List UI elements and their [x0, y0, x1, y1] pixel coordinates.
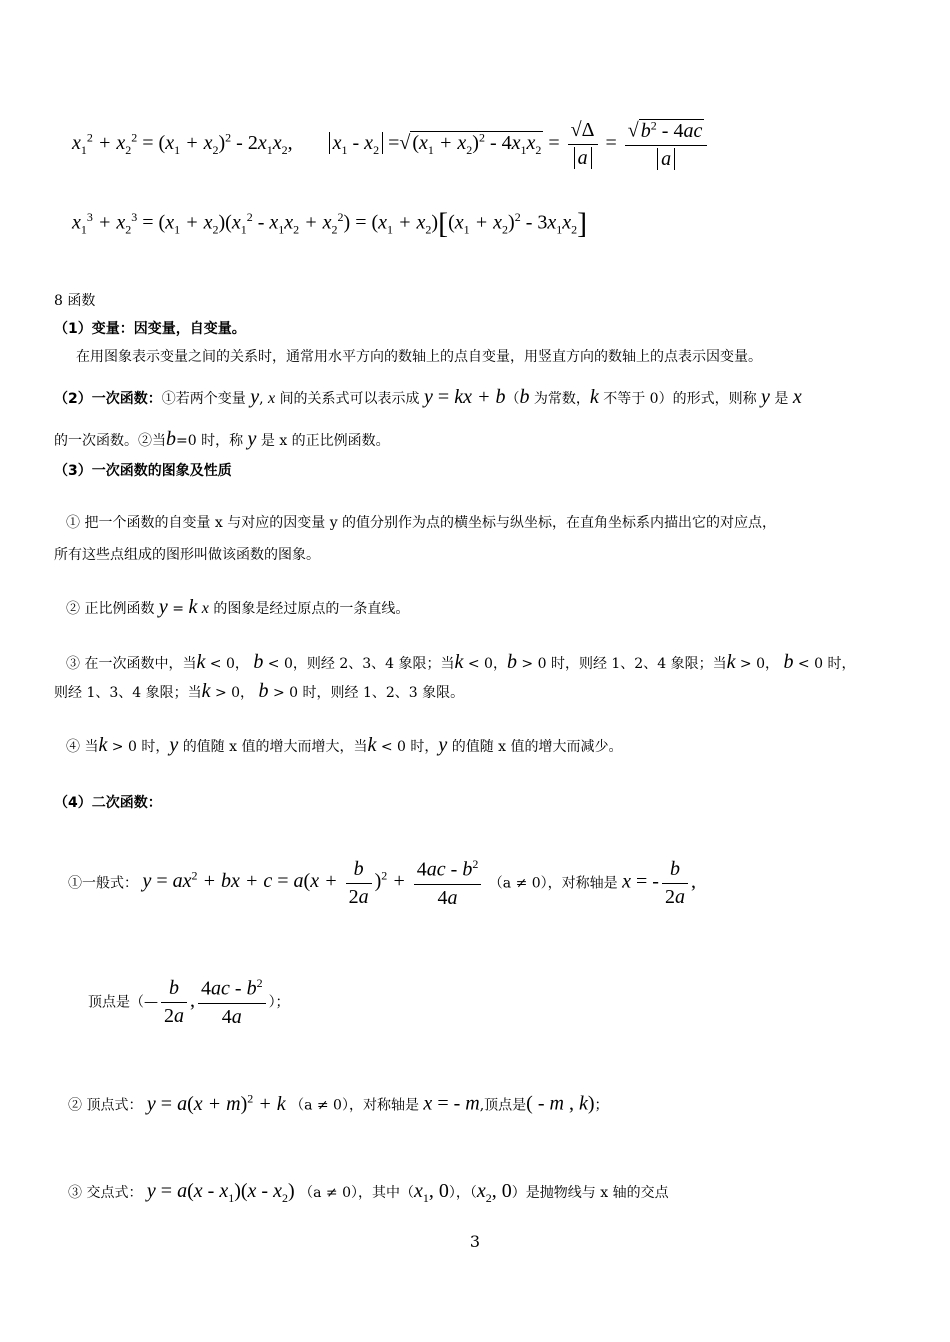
section-heading: 8 函数	[54, 293, 96, 309]
text-segment: ；	[594, 1097, 609, 1114]
formula-sum-of-cubes: $x_1^3 + x_2^3 = (x_1 + x_2)(x_1^2 - x_1x_2 + x_2^2) = (x_1 + x_2)[(x_1 + x_2)^2 - 3x_1x_2]$	[72, 207, 588, 240]
text-segment: < 0 时，	[380, 739, 439, 755]
text-segment: ② 正比例函数	[66, 601, 155, 617]
text-segment: ①若两个变量	[161, 391, 246, 407]
text-segment: ,顶点是	[479, 1097, 527, 1114]
subsection-2-title: （2）一次函数：	[54, 391, 162, 407]
text-segment: < 0，	[467, 656, 507, 672]
subsection-3-title: （3）一次函数的图象及性质	[54, 463, 232, 479]
text-segment: ② 顶点式：	[68, 1097, 143, 1114]
text-segment: （a ≠ 0），其中（	[299, 1185, 414, 1201]
subsection-4-title: （4）二次函数：	[54, 795, 162, 811]
text-segment: 不等于 0）的形式，则称	[603, 391, 757, 407]
text-segment: 为常数，	[533, 391, 590, 407]
quadratic-general-form: ①一般式： $y = ax^2$ + bx + c = a(x + $\frac{b}{2a}$ )$^2$ + $\frac{4ac - b^2}{4a}$ （a ≠ 0），对称轴是 x = - $\frac{b}{2a}$ ,	[68, 857, 696, 909]
subsection-3-para1-line2: 所有这些点组成的图形叫做该函数的图象。	[54, 547, 320, 563]
subsection-3-para2: ② 正比例函数 y = k x 的图象是经过原点的一条直线。	[66, 596, 410, 618]
text-segment: 的值随 x 值的增大而增大，当	[182, 739, 368, 755]
text-segment: > 0，	[214, 685, 255, 701]
text-segment: ①一般式：	[68, 875, 138, 892]
text-segment: =0 时，称	[176, 433, 244, 449]
text-segment: > 0 时，	[111, 739, 170, 755]
text-segment: 是	[774, 391, 789, 407]
text-segment: < 0，	[209, 656, 249, 672]
subsection-1-body: 在用图象表示变量之间的关系时，通常用水平方向的数轴上的点自变量，用竖直方向的数轴上的点表示因变量。	[76, 349, 762, 365]
quadratic-vertex-coordinates: 顶点是（— $\frac{b}{2a}$ , $\frac{4ac - b^2}{4a}$ ）；	[88, 976, 290, 1028]
subsection-3-para3-line2: 则经 1、3、4 象限；当k > 0， b > 0 时，则经 1、2、3 象限。	[54, 680, 465, 702]
text-segment: ），（	[448, 1185, 477, 1201]
text-segment: 顶点是（	[88, 994, 144, 1011]
subsection-2-line1: （2）一次函数：①若两个变量 y, x 间的关系式可以表示成 y = kx + b（b 为常数，k 不等于 0）的形式，则称 y 是 x	[54, 386, 802, 408]
quadratic-vertex-form: ② 顶点式： $y = a(x + m)^2 + k$ （a ≠ 0），对称轴是 x = - m,顶点是( - m , k)；	[68, 1091, 609, 1115]
formula-sum-of-squares: $x_1^2 + x_2^2 = (x_1 + x_2)^2 - 2x_1x_2$, $x_1 - x_2$ =√ $(x_1 + x_2)^2 - 4x_1x_2$ = $\frac{√\Delta}{a}$ = $\frac{√ b^2 - 4ac}{a}$	[72, 118, 710, 171]
text-segment: ④ 当	[66, 739, 99, 755]
text-segment: > 0 时，则经 1、2、4 象限；当	[521, 656, 727, 672]
text-segment: 是 x 的正比例函数。	[260, 433, 390, 449]
text-segment: 的一次函数。②当	[54, 433, 166, 449]
text-segment: （a ≠ 0），对称轴是	[290, 1097, 419, 1114]
text-segment: > 0，	[739, 656, 780, 672]
text-segment: 的值随 x 值的增大而减少。	[451, 739, 623, 755]
subsection-1-title: （1）变量：因变量，自变量。	[54, 321, 246, 337]
subsection-2-line2: 的一次函数。②当b=0 时，称 y 是 x 的正比例函数。	[54, 428, 390, 450]
text-segment: 的图象是经过原点的一条直线。	[213, 601, 410, 617]
page-number: 3	[469, 1232, 481, 1251]
text-segment: > 0 时，则经 1、2、3 象限。	[272, 685, 465, 701]
quadratic-intercept-form: ③ 交点式： $y = a(x - x_1)(x - x_2)$ （a ≠ 0），其中（$x_1$, 0），（$x_2$, 0）是抛物线与 x 轴的交点	[68, 1180, 669, 1205]
subsection-3-para4: ④ 当k > 0 时，y 的值随 x 值的增大而增大，当k < 0 时，y 的值随 x 值的增大而减少。	[66, 734, 623, 756]
text-segment: ）；	[268, 994, 290, 1011]
text-segment: （a ≠ 0），对称轴是	[488, 875, 618, 892]
text-segment: < 0，则经 2、3、4 象限；当	[267, 656, 455, 672]
subsection-3-para3-line1: ③ 在一次函数中，当k < 0， b < 0，则经 2、3、4 象限；当k < 0，b > 0 时，则经 1、2、4 象限；当k > 0， b < 0 时，	[66, 651, 856, 673]
text-segment: ）是抛物线与 x 轴的交点	[511, 1185, 669, 1201]
subsection-3-para1-line1: ① 把一个函数的自变量 x 与对应的因变量 y 的值分别作为点的横坐标与纵坐标，在直角坐标系内描出它的对应点，	[66, 515, 777, 531]
text-segment: ③ 在一次函数中，当	[66, 656, 197, 672]
text-segment: < 0 时，	[797, 656, 856, 672]
text-segment: 则经 1、3、4 象限；当	[54, 685, 202, 701]
text-segment: 间的关系式可以表示成	[279, 391, 420, 407]
text-segment: ③ 交点式：	[68, 1185, 143, 1201]
